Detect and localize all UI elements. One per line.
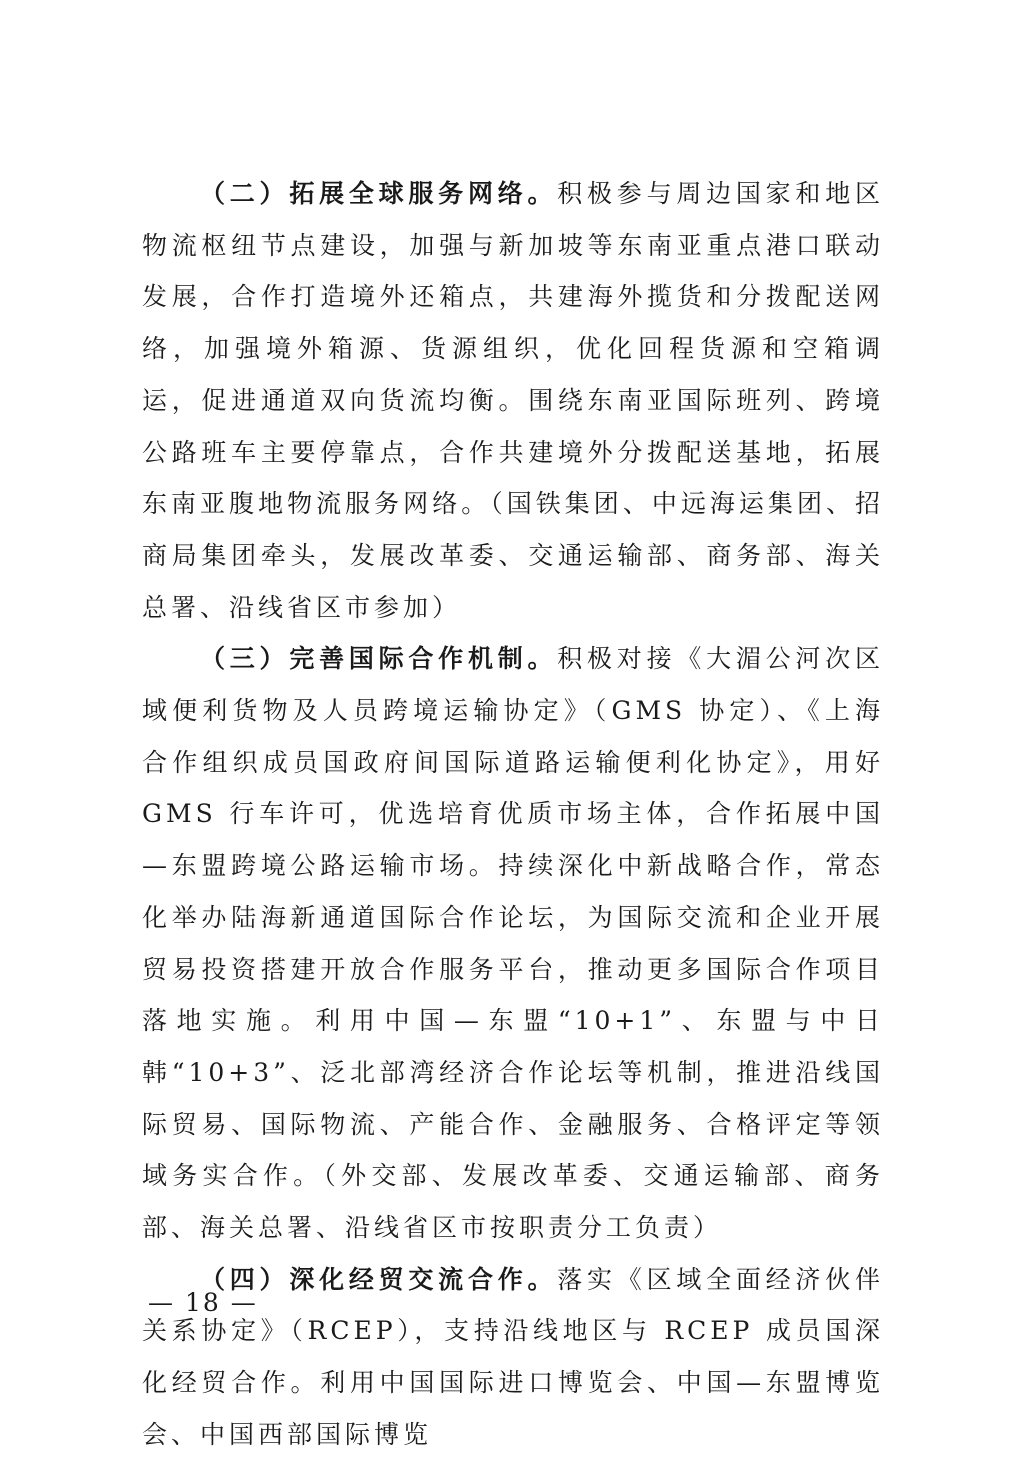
- paragraph-trade-exchange: [142, 1254, 884, 1461]
- paragraph-international-cooperation: [142, 633, 884, 1253]
- paragraph-text: 积极对接《大湄公河次区域便利货物及人员跨境运输协定》（GMS 协定）、《上海合作组织成员国政府间国际道路运输便利化协定》，用好 GMS 行车许可，优选培育优质市场主体，合作拓展中国—东盟跨境公路运输市场。持续深化中新战略合作，常态化举办陆海新通道国际合作论坛，为国际交流和企业开展贸易投资搭建开放合作服务平台，推动更多国际合作项目落地实施。利用中国—东盟“10+1”、东盟与中日韩“10+3”、泛北部湾经济合作论坛等机制，推进沿线国际贸易、国际物流、产能合作、金融服务、合格评定等领域务实合作。（外交部、发展改革委、交通运输部、商务部、海关总署、沿线省区市按职责分工负责）: [142, 644, 884, 1243]
- section-heading: （四）深化经贸交流合作。: [200, 1264, 558, 1294]
- paragraph-global-service-network: [142, 168, 884, 633]
- page-number: — 18 —: [148, 1288, 258, 1317]
- section-heading: （三）完善国际合作机制。: [200, 644, 558, 674]
- section-heading: （二）拓展全球服务网络。: [200, 179, 558, 208]
- paragraph-text: 落实《区域全面经济伙伴关系协定》（RCEP），支持沿线地区与 RCEP 成员国深化经贸合作。利用中国国际进口博览会、中国—东盟博览会、中国西部国际博览: [142, 1264, 884, 1449]
- paragraph-text: 积极参与周边国家和地区物流枢纽节点建设，加强与新加坡等东南亚重点港口联动发展，合作打造境外还箱点，共建海外揽货和分拨配送网络，加强境外箱源、货源组织，优化回程货源和空箱调运，促进通道双向货流均衡。围绕东南亚国际班列、跨境公路班车主要停靠点，合作共建境外分拨配送基地，拓展东南亚腹地物流服务网络。（国铁集团、中远海运集团、招商局集团牵头，发展改革委、交通运输部、商务部、海关总署、沿线省区市参加）: [142, 179, 884, 622]
- body-text: [142, 168, 884, 1461]
